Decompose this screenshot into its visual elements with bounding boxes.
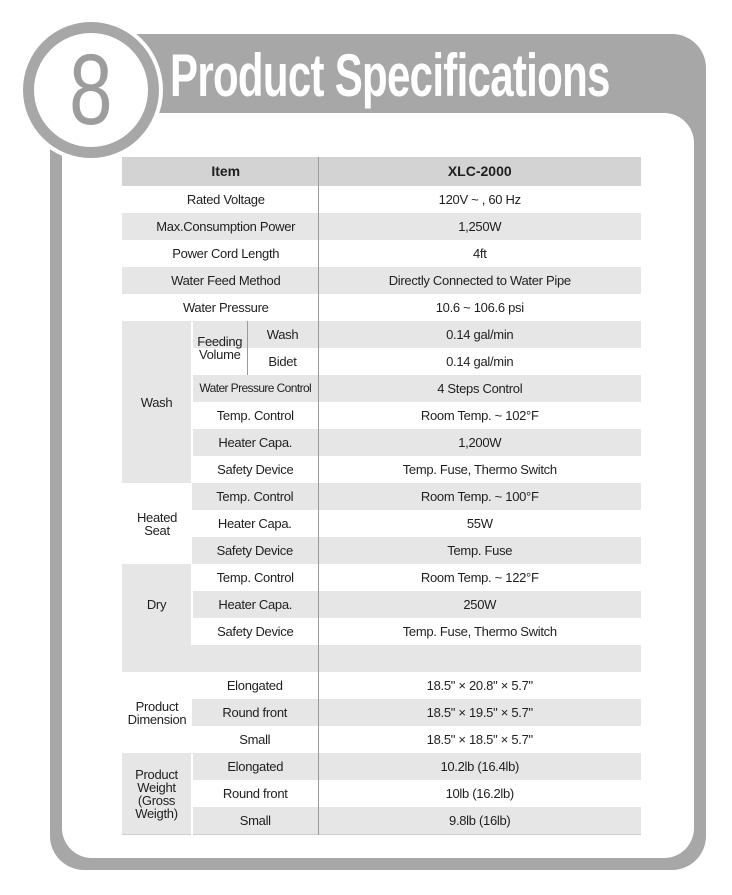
wash-pressure-control-row — [122, 375, 641, 402]
dry-temp-control-row — [122, 564, 641, 591]
dry-safety-device-row — [122, 618, 641, 645]
header-model: XLC-2000 — [318, 157, 641, 186]
seat-heater-capa-row — [122, 510, 641, 537]
wash-heater-capa-label: Heater Capa. — [192, 429, 318, 456]
rated-voltage-value: 120V ~ , 60 Hz — [318, 186, 641, 213]
seat-temp-control-value: Room Temp. ~ 100°F — [318, 483, 641, 510]
weight-round-front-value: 10lb (16.2lb) — [318, 780, 641, 807]
dimension-round-front-value: 18.5" × 19.5" × 5.7" — [318, 699, 641, 726]
dry-category: Dry — [122, 564, 192, 645]
feeding-wash-label: Wash — [247, 321, 318, 348]
wash-temp-control-value: Room Temp. ~ 102°F — [318, 402, 641, 429]
dry-safety-device-label: Safety Device — [192, 618, 318, 645]
water-pressure-row — [122, 294, 641, 321]
feeding-wash-value: 0.14 gal/min — [318, 321, 641, 348]
product-weight-category: Product Weight (Gross Weigth) — [122, 753, 192, 835]
dimension-round-front-label: Round front — [192, 699, 318, 726]
seat-safety-device-row — [122, 537, 641, 564]
weight-elongated-label: Elongated — [192, 753, 318, 780]
dry-temp-control-label: Temp. Control — [192, 564, 318, 591]
spacer-cell-left — [122, 645, 318, 672]
spec-table — [122, 157, 641, 835]
wash-safety-device-row — [122, 456, 641, 483]
dimension-small-value: 18.5" × 18.5" × 5.7" — [318, 726, 641, 753]
spacer-cell-right — [318, 645, 641, 672]
wash-pressure-control-label: Water Pressure Control — [192, 375, 318, 402]
rated-voltage-label: Rated Voltage — [122, 186, 318, 213]
wash-heater-capa-row — [122, 429, 641, 456]
dimension-small-label: Small — [192, 726, 318, 753]
dimension-round-front-row — [122, 699, 641, 726]
seat-temp-control-label: Temp. Control — [192, 483, 318, 510]
dimension-elongated-value: 18.5" × 20.8" × 5.7" — [318, 672, 641, 699]
dry-heater-capa-label: Heater Capa. — [192, 591, 318, 618]
water-pressure-label: Water Pressure — [122, 294, 318, 321]
weight-small-value: 9.8lb (16lb) — [318, 807, 641, 835]
wash-category: Wash — [122, 321, 192, 483]
seat-temp-control-row — [122, 483, 641, 510]
water-feed-method-label: Water Feed Method — [122, 267, 318, 294]
seat-safety-device-value: Temp. Fuse — [318, 537, 641, 564]
rated-voltage-row — [122, 186, 641, 213]
seat-heater-capa-value: 55W — [318, 510, 641, 537]
max-consumption-power-label: Max.Consumption Power — [122, 213, 318, 240]
wash-heater-capa-value: 1,200W — [318, 429, 641, 456]
feeding-bidet-label: Bidet — [247, 348, 318, 375]
product-dimension-category: Product Dimension — [122, 672, 192, 753]
spacer-row — [122, 645, 641, 672]
wash-feeding-wash-row — [122, 321, 641, 348]
seat-heater-capa-label: Heater Capa. — [192, 510, 318, 537]
table-header-row — [122, 157, 641, 186]
wash-pressure-control-value: 4 Steps Control — [318, 375, 641, 402]
feeding-volume-label: Feeding Volume — [192, 321, 247, 375]
dry-temp-control-value: Room Temp. ~ 122°F — [318, 564, 641, 591]
dry-heater-capa-value: 250W — [318, 591, 641, 618]
power-cord-length-value: 4ft — [318, 240, 641, 267]
wash-temp-control-row — [122, 402, 641, 429]
weight-elongated-row — [122, 753, 641, 780]
page-title: Product Specifications — [170, 42, 610, 109]
wash-temp-control-label: Temp. Control — [192, 402, 318, 429]
dry-heater-capa-row — [122, 591, 641, 618]
header-item: Item — [122, 157, 318, 186]
weight-round-front-row — [122, 780, 641, 807]
weight-elongated-value: 10.2lb (16.4lb) — [318, 753, 641, 780]
water-pressure-value: 10.6 ~ 106.6 psi — [318, 294, 641, 321]
feeding-bidet-value: 0.14 gal/min — [318, 348, 641, 375]
wash-safety-device-value: Temp. Fuse, Thermo Switch — [318, 456, 641, 483]
water-feed-method-value: Directly Connected to Water Pipe — [318, 267, 641, 294]
section-number: 8 — [69, 34, 113, 146]
dry-safety-device-value: Temp. Fuse, Thermo Switch — [318, 618, 641, 645]
power-cord-length-label: Power Cord Length — [122, 240, 318, 267]
max-consumption-power-row — [122, 213, 641, 240]
dimension-elongated-label: Elongated — [192, 672, 318, 699]
weight-small-label: Small — [192, 807, 318, 835]
max-consumption-power-value: 1,250W — [318, 213, 641, 240]
dimension-small-row — [122, 726, 641, 753]
weight-round-front-label: Round front — [192, 780, 318, 807]
weight-small-row — [122, 807, 641, 835]
dimension-elongated-row — [122, 672, 641, 699]
power-cord-length-row — [122, 240, 641, 267]
wash-safety-device-label: Safety Device — [192, 456, 318, 483]
heated-seat-category: Heated Seat — [122, 483, 192, 564]
section-number-badge — [23, 22, 159, 158]
seat-safety-device-label: Safety Device — [192, 537, 318, 564]
water-feed-method-row — [122, 267, 641, 294]
